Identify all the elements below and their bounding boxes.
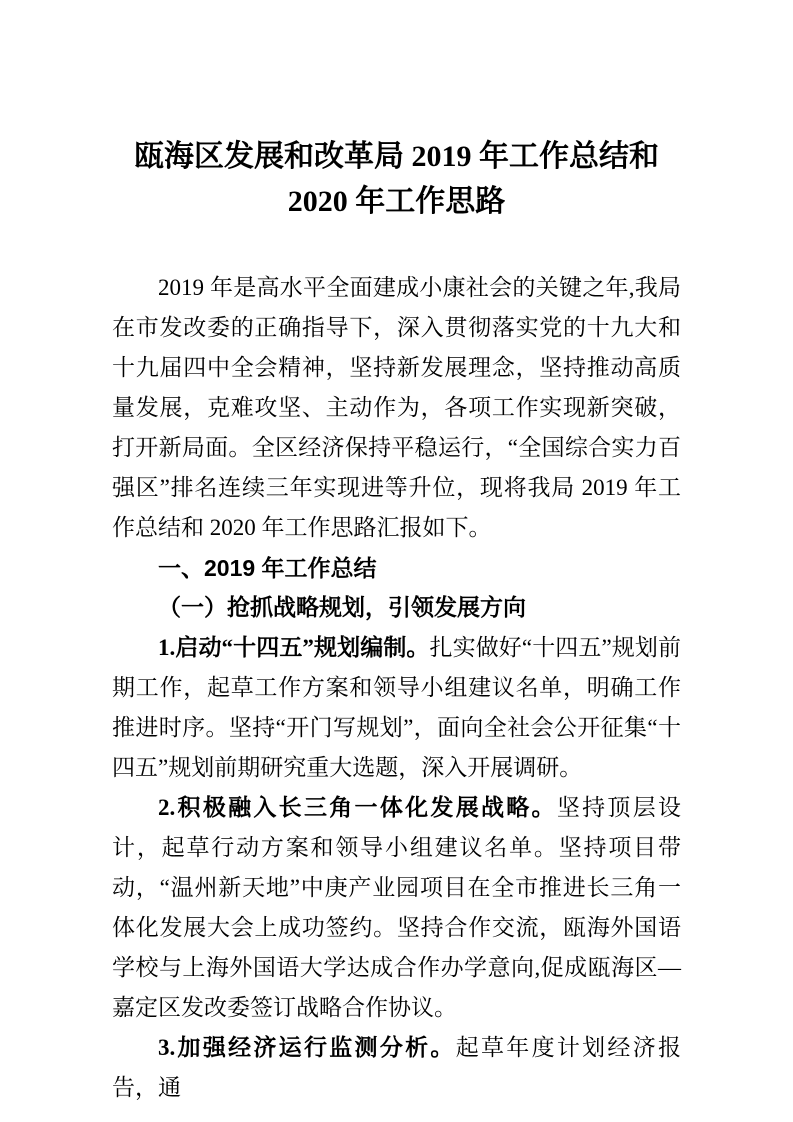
- item1-body: 扎实做好“十四五”规划前期工作，起草工作方案和领导小组建议名单，明确工作推进时序。坚持“开门写规划”，面向全社会公开征集“十四五”规划前期研究重大选题，深入开展调研。: [112, 635, 681, 780]
- intro-paragraph: 2019 年是高水平全面建成小康社会的关键之年,我局在市发改委的正确指导下，深入贯彻落实党的十九大和十九届四中全会精神，坚持新发展理念，坚持推动高质量发展，克难攻坚、主动作为，各项工作实现新突破，打开新局面。全区经济保持平稳运行，“全国综合实力百强区”排名连续三年实现进等升位，现将我局 2019 年工作总结和 2020 年工作思路汇报如下。: [112, 275, 681, 540]
- document-body: [112, 268, 681, 1108]
- item2-paragraph: [112, 788, 681, 1028]
- document-title: [112, 134, 681, 224]
- item3-body: 起草年度计划经济报告，通: [112, 1035, 682, 1100]
- item2-lead: 2.积极融入长三角一体化发展战略。: [158, 795, 557, 820]
- item2-body: 坚持顶层设计，起草行动方案和领导小组建议名单。坚持项目带动，“温州新天地”中庚产业园项目在全市推进长三角一体化发展大会上成功签约。坚持合作交流，瓯海外国语学校与上海外国语大学达成合作办学意向,促成瓯海区—嘉定区发改委签订战略合作协议。: [112, 795, 682, 1020]
- document-title-line1: 瓯海区发展和改革局 2019 年工作总结和: [134, 140, 659, 173]
- item1-lead: 1.启动“十四五”规划编制。: [158, 635, 430, 660]
- item3-paragraph: [112, 1028, 681, 1108]
- item1-paragraph: [112, 628, 681, 788]
- item3-lead: 3.加强经济运行监测分析。: [158, 1035, 456, 1060]
- subsection-heading-strategic-planning: （一）抢抓战略规划，引领发展方向: [158, 595, 526, 620]
- section-heading-2019-summary: 一、2019 年工作总结: [158, 555, 377, 581]
- document-title-line2: 2020 年工作思路: [287, 185, 506, 218]
